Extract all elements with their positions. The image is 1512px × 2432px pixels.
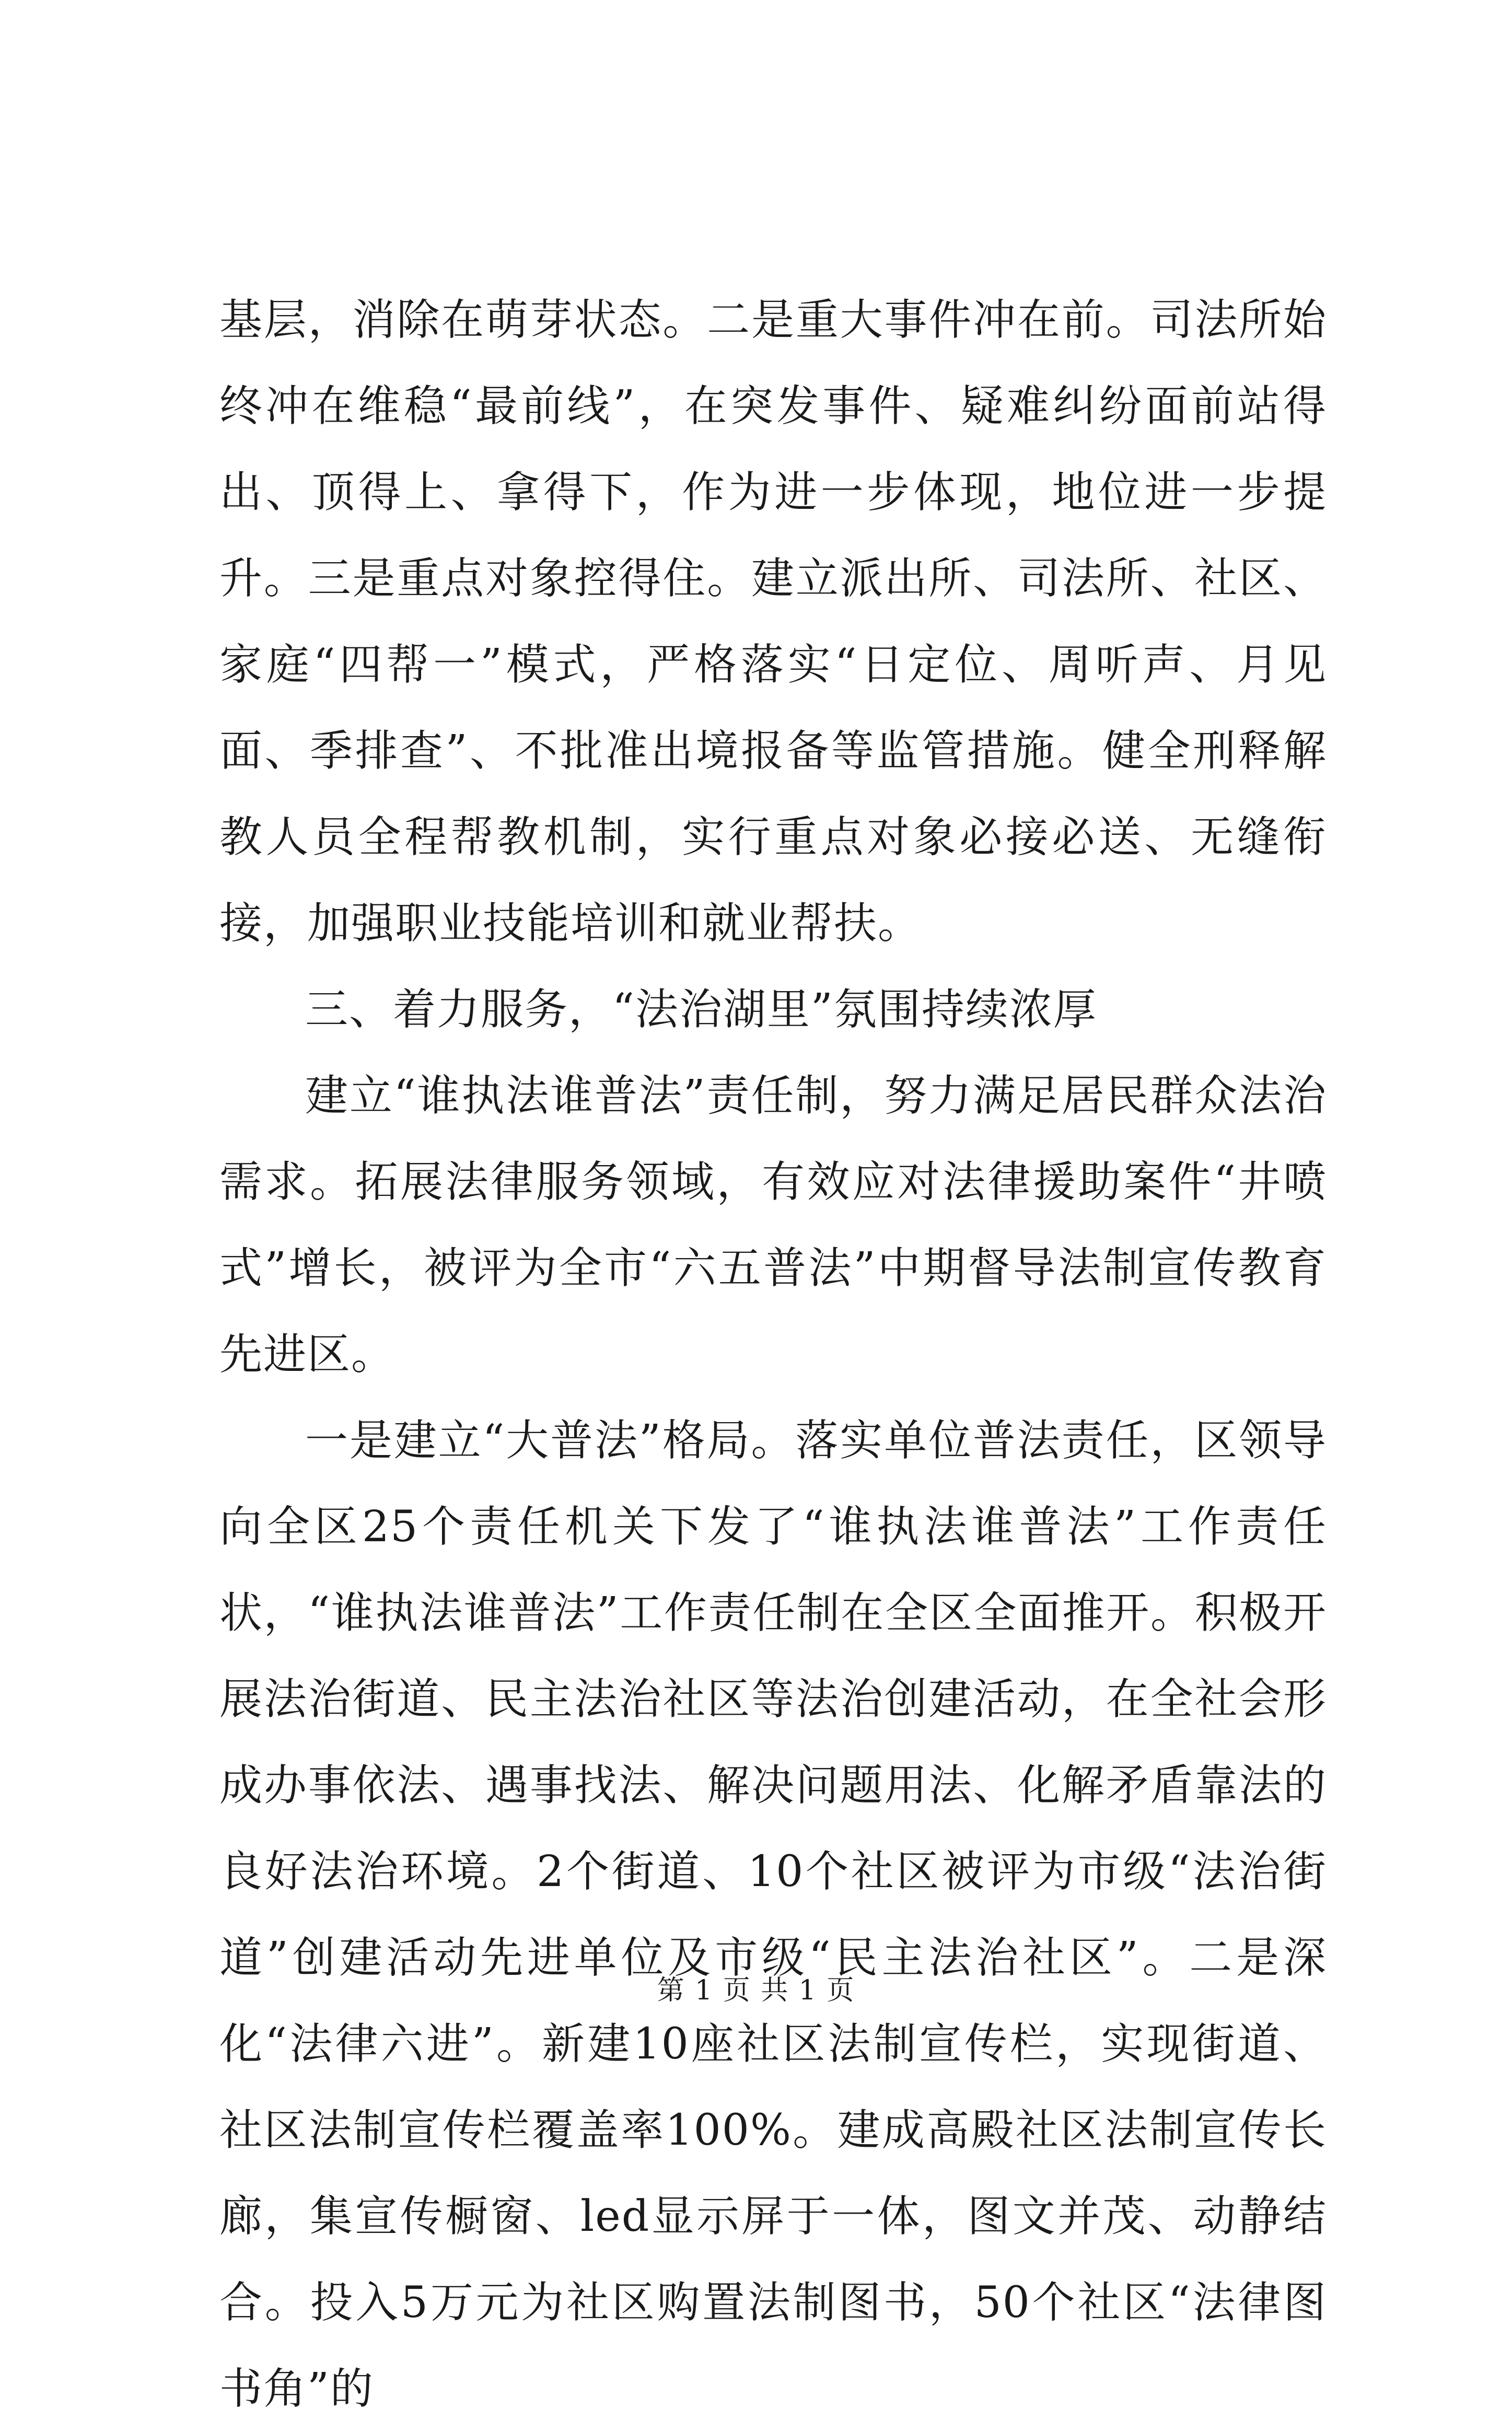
section-heading: 三、着力服务，“法治湖里”氛围持续浓厚 (305, 985, 1097, 1034)
document-body (219, 277, 1327, 2432)
page-number-label: 第 1 页 共 1 页 (657, 1975, 855, 2006)
page-footer (0, 1975, 1512, 2006)
paragraph-3: 建立“谁执法谁普法”责任制，努力满足居民群众法治需求。拓展法律服务领域，有效应对法律援助案件“井喷式”增长，被评为全市“六五普法”中期督导法制宣传教育先进区。 (219, 1071, 1327, 1379)
paragraph-1: 基层，消除在萌芽状态。二是重大事件冲在前。司法所始终冲在维稳“最前线”，在突发事件、疑难纠纷面前站得出、顶得上、拿得下，作为进一步体现，地位进一步提升。三是重点对象控得住。建立派出所、司法所、社区、家庭“四帮一”模式，严格落实“日定位、周听声、月见面、季排查”、不批准出境报备等监管措施。健全刑释解教人员全程帮教机制，实行重点对象必接必送、无缝衔接，加强职业技能培训和就业帮扶。 (219, 295, 1327, 948)
paragraph-4: 一是建立“大普法”格局。落实单位普法责任，区领导向全区25个责任机关下发了“谁执法谁普法”工作责任状，“谁执法谁普法”工作责任制在全区全面推开。积极开展法治街道、民主法治社区等法治创建活动，在全社会形成办事依法、遇事找法、解决问题用法、化解矛盾靠法的良好法治环境。2个街道、10个社区被评为市级“法治街道”创建活动先进单位及市级“民主法治社区”。二是深化“法律六进”。新建10座社区法制宣传栏，实现街道、社区法制宣传栏覆盖率100%。建成高殿社区法制宣传长廊，集宣传橱窗、led显示屏于一体，图文并茂、动静结合。投入5万元为社区购置法制图书，50个社区“法律图书角”的 (219, 1416, 1327, 2414)
